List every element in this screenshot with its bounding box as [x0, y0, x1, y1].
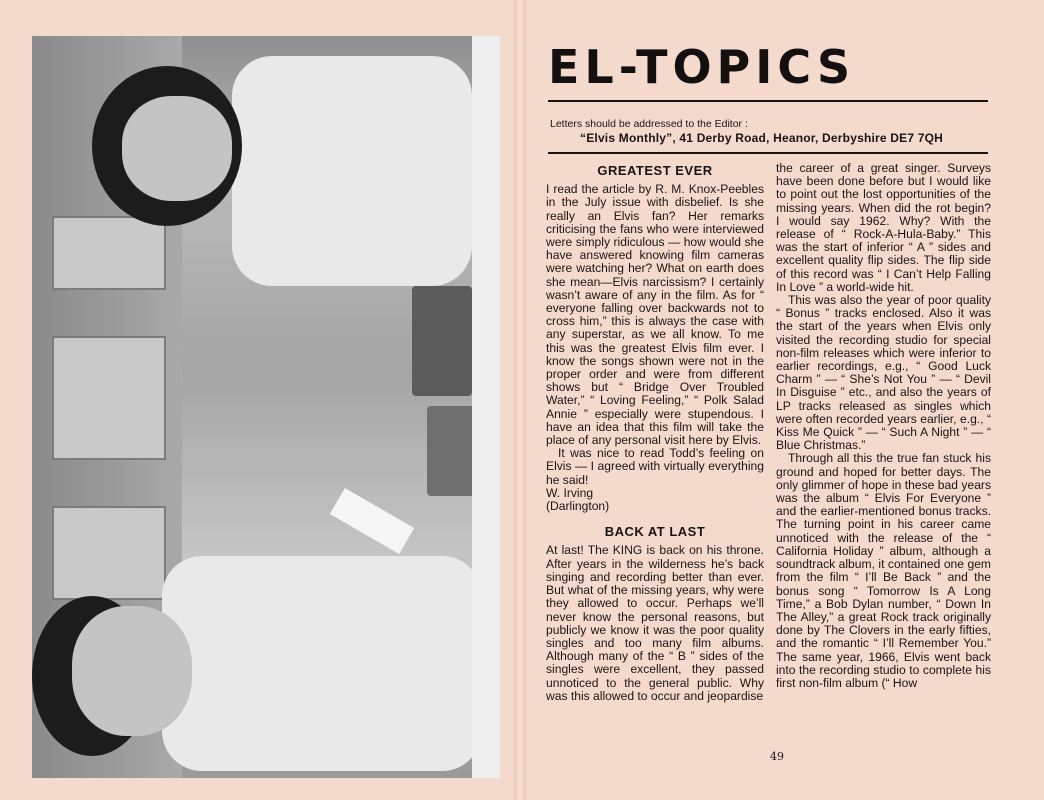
left-page [0, 0, 520, 800]
photo-wall-panel [52, 506, 166, 600]
photo-wall-panel [52, 336, 166, 460]
letter-title: GREATEST EVER [597, 163, 713, 178]
section-heading: EL-TOPICS [548, 40, 856, 94]
letters-column-right [776, 162, 991, 690]
photo-wall-panel [52, 216, 166, 290]
letter-paragraph: the career of a great singer. Surveys have been done before but I would like to point out the lost opportunities of the missing years. When did the rot begin? I would say 1962. Why? With the release of “ Rock-A-Hula-Baby.” This was the start of inferior “ A ” sides and excellent quality flip sides. The flip side of this record was “ I Can’t Help Falling In Love ” a world-wide hit. [776, 161, 991, 294]
address-intro: Letters should be addressed to the Editor : [550, 118, 748, 130]
photo-woman-face [122, 96, 232, 201]
letter-signature-place: (Darlington) [546, 499, 610, 514]
letter-paragraph: Through all this the true fan stuck his ground and hoped for better days. The only glimmer of hope in these bad years was the album “ Elvis For Everyone ” and the earlier-mentioned bonus tracks. The turning point in his career came unnoticed with the release of the “ California Holiday ” album, although a soundtrack album, it contained one gem from the film “ I’ll Be Back ” and the bonus song “ Tomorrow Is A Long Time,” a Bob Dylan number, “ Down In The Alley,” a great Rock track originally done by The Clovers in the early fifties, and the romantic “ I’ll Remember You.” The same year, 1966, Elvis went back into the recording studio to complete his first non-film album (“ How [776, 451, 991, 690]
editor-address: “Elvis Monthly”, 41 Derby Road, Heanor, Derbyshire DE7 7QH [580, 131, 944, 145]
heading-rule [548, 100, 988, 102]
letter-paragraph: It was nice to read Todd’s feeling on Elvis — I agreed with virtually everything he said! [546, 446, 764, 487]
letter-paragraph: This was also the year of poor quality “ Bonus ” tracks enclosed. Also it was the start of the years when Elvis only visited the recording studio for special non-film releases which were inferior to earlier recordings, e.g., “ Good Luck Charm ” — “ She’s Not You ” — “ Devil In Disguise ” etc., and also the years of LP tracks released as singles which were often recorded years earlier, e.g., “ Kiss Me Quick ” — “ Such A Night ” — “ Blue Christmas.” [776, 293, 991, 453]
letter-title: BACK AT LAST [604, 524, 706, 540]
film-still-photo [32, 36, 500, 778]
page-number: 49 [770, 750, 784, 763]
photo-woman-coat [232, 56, 472, 286]
letters-column-left [546, 162, 764, 703]
letter-paragraph: I read the article by R. M. Knox-Peebles in the July issue with disbelief. Is she really an Elvis fan? Her remarks criticising the fans who were interviewed were simply ridiculous — how would she have answered knowing film cameras were watching her? What on earth does she mean—Elvis narcissism? I certainly wasn’t aware of any in the film. As for “ everyone falling over backwards not to cross him,” this is always the case with any superstar, as we all know. To me this was the greatest Elvis film ever. I know the songs shown were not in the proper order and were from different shows but “ Bridge Over Troubled Water,” “ Loving Feeling,” “ Polk Salad Annie ” especially were stupendous. I have an idea that this film will take the place of any personal visit here by Elvis. [546, 182, 764, 448]
photo-paper [330, 488, 414, 554]
address-rule [548, 152, 988, 154]
photo-man-coat [162, 556, 482, 771]
photo-equipment [412, 286, 472, 396]
right-page [524, 0, 1044, 800]
letter-signature-name: W. Irving [546, 485, 594, 500]
photo-border-strip [472, 36, 500, 778]
photo-man-face [72, 606, 192, 736]
letter-paragraph: At last! The KING is back on his throne. After years in the wilderness he’s back singing and recording better than ever. But what of the missing years, why were they allowed to occur. Perhaps we’ll never know the personal reasons, but publicly we know it was the poor quality singles and too many film albums. Although many of the “ B ” sides of the singles were excellent, they passed unnoticed to the general public. Why was this allowed to occur and jeopardise [546, 543, 764, 703]
